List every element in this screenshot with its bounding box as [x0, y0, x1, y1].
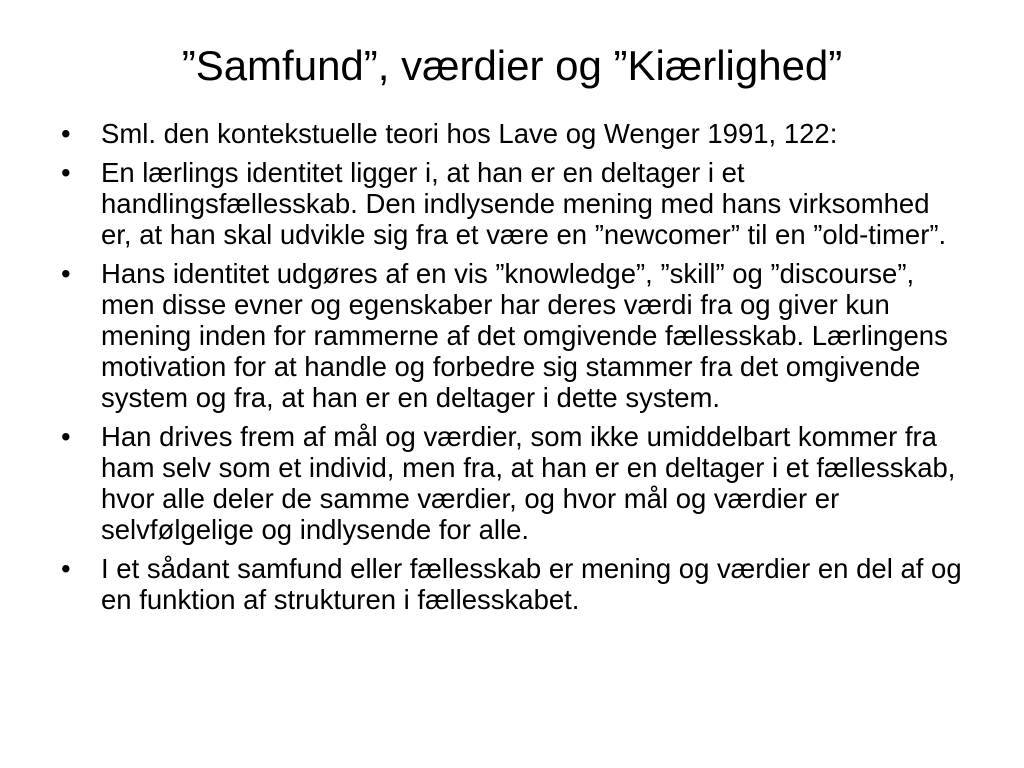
bullet-text: En lærlings identitet ligger i, at han er en deltager i et handlingsfællesskab. Den indlysende mening med hans virksomhed er, at han skal udvikle sig fra et være en ”newcomer” til en ”old-timer”. — [101, 157, 947, 250]
bullet-icon: • — [61, 553, 71, 584]
bullet-text: Han drives frem af mål og værdier, som ikke umiddelbart kommer fra ham selv som et individ, men fra, at han er en deltager i et fællesskab, hvor alle deler de samme værdier, og hvor mål og værdier er selvfølgelige og indlysende for alle. — [101, 421, 956, 545]
bullet-icon: • — [61, 421, 71, 452]
bullet-item — [60, 258, 965, 413]
bullet-item — [60, 118, 965, 149]
slide-title: ”Samfund”, værdier og ”Kiærlighed” — [181, 42, 843, 89]
bullet-item — [60, 421, 965, 545]
bullet-item — [60, 553, 965, 615]
bullet-list — [60, 118, 965, 623]
bullet-text: Hans identitet udgøres af en vis ”knowledge”, ”skill” og ”discourse”, men disse evner og egenskaber har deres værdi fra og giver kun mening inden for rammerne af det omgivende fællesskab. Lærlingens motivation for at handle og forbedre sig stammer fra det omgivende system og fra, at han er en deltager i dette system. — [101, 258, 948, 413]
bullet-text: I et sådant samfund eller fællesskab er mening og værdier en del af og en funktion af strukturen i fællesskabet. — [101, 553, 962, 615]
bullet-icon: • — [61, 118, 71, 149]
bullet-icon: • — [61, 258, 71, 289]
bullet-item — [60, 157, 965, 250]
bullet-text: Sml. den kontekstuelle teori hos Lave og Wenger 1991, 122: — [101, 118, 838, 149]
bullet-icon: • — [61, 157, 71, 188]
